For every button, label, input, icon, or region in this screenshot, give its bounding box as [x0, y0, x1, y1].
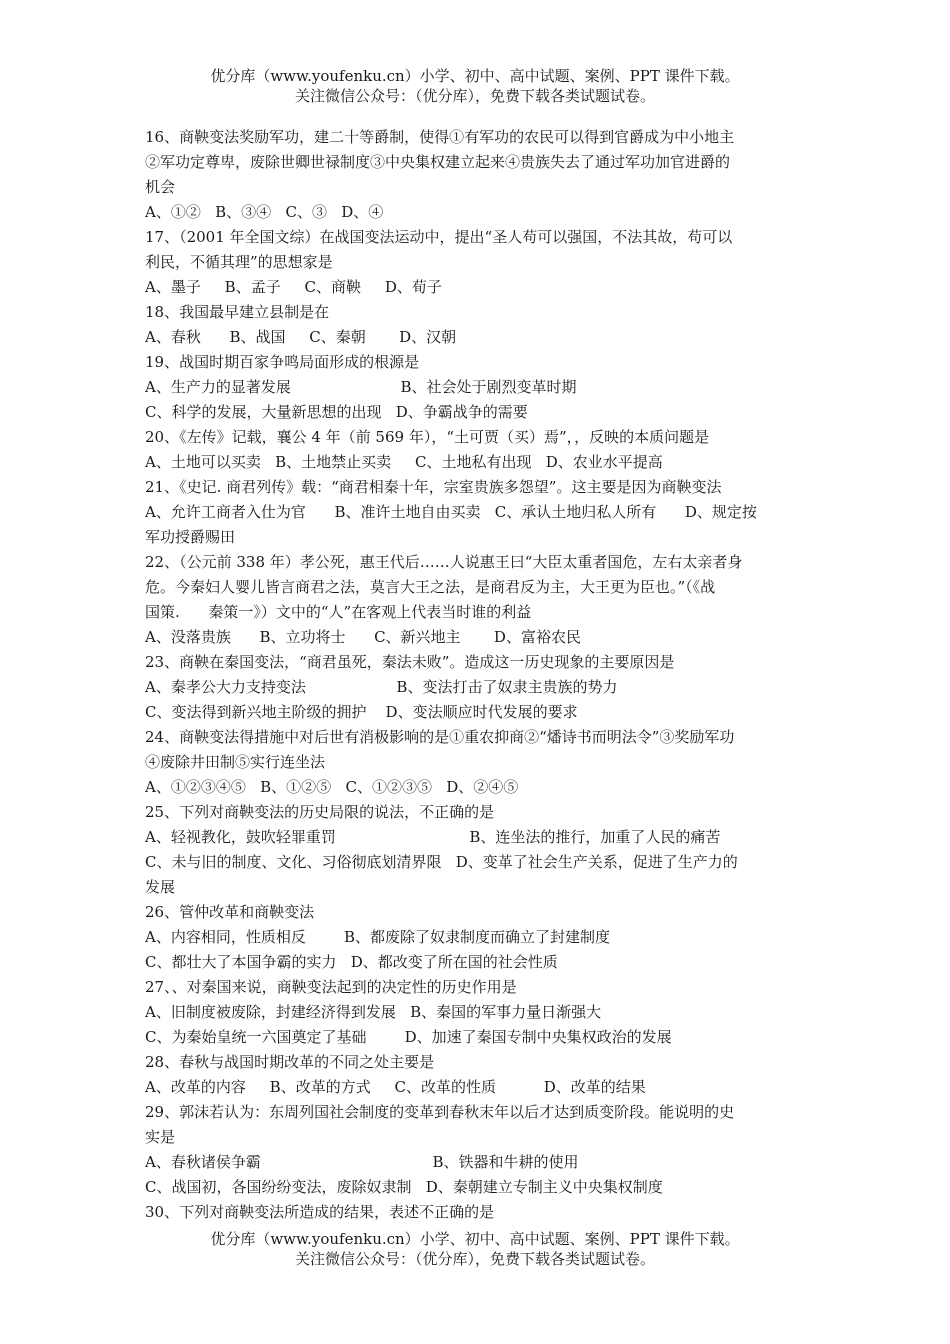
text-line: A、①②③④⑤ B、①②⑤ C、①②③⑤ D、②④⑤ [145, 778, 519, 796]
text-line: 17、（2001 年全国文综）在战国变法运动中，提出“圣人苟可以强国，不法其故，苟可以 [145, 228, 733, 246]
text-line: A、土地可以买卖 B、土地禁止买卖 C、土地私有出现 D、农业水平提高 [145, 453, 663, 471]
header-line-1: 优分库（www.youfenku.cn）小学、初中、高中试题、案例、PPT 课件下载。 [210, 67, 740, 85]
header-line-2: 关注微信公众号：（优分库），免费下载各类试题试卷。 [294, 87, 655, 105]
text-line: 23、商鞅在秦国变法，“商君虽死，秦法未败”。造成这一历史现象的主要原因是 [145, 653, 675, 671]
text-line: C、都壮大了本国争霸的实力 D、都改变了所在国的社会性质 [145, 953, 558, 971]
text-line: A、秦孝公大力支持变法 B、变法打击了奴隶主贵族的势力 [145, 678, 618, 696]
text-line: A、轻视教化，鼓吹轻罪重罚 B、连坐法的推行，加重了人民的痛苦 [145, 828, 721, 846]
text-line: 29、郭沫若认为：东周列国社会制度的变革到春秋末年以后才达到质变阶段。能说明的史 [145, 1103, 735, 1121]
text-line: A、没落贵族 B、立功将士 C、新兴地主 D、富裕农民 [145, 628, 581, 646]
text-line: A、允许工商者入仕为官 B、准许土地自由买卖 C、承认土地归私人所有 D、规定按 [145, 503, 757, 521]
text-line: 利民，不循其理”的思想家是 [145, 253, 333, 271]
footer-line-1: 优分库（www.youfenku.cn）小学、初中、高中试题、案例、PPT 课件下载。 [210, 1230, 740, 1248]
text-line: C、为秦始皇统一六国奠定了基础 D、加速了秦国专制中央集权政治的发展 [145, 1028, 672, 1046]
text-line: A、墨子 B、孟子 C、商鞅 D、荀子 [145, 278, 442, 296]
text-line: A、生产力的显著发展 B、社会处于剧烈变革时期 [145, 378, 577, 396]
text-line: C、科学的发展，大量新思想的出现 D、争霸战争的需要 [145, 403, 528, 421]
question-body [145, 125, 810, 1225]
text-line: A、春秋 B、战国 C、秦朝 D、汉朝 [145, 328, 457, 346]
text-line: 25、下列对商鞅变法的历史局限的说法，不正确的是 [145, 803, 495, 821]
text-line: ②军功定尊卑，废除世卿世禄制度③中央集权建立起来④贵族失去了通过军功加官进爵的 [145, 153, 731, 171]
text-line: A、①② B、③④ C、③ D、④ [145, 203, 384, 221]
text-line: C、变法得到新兴地主阶级的拥护 D、变法顺应时代发展的要求 [145, 703, 578, 721]
text-line: 24、商鞅变法得措施中对后世有消极影响的是①重农抑商②“燔诗书而明法令”③奖励军功 [145, 728, 735, 746]
text-line: 危。今秦妇人婴儿皆言商君之法，莫言大王之法，是商君反为主，大王更为臣也。”（《战 [145, 578, 716, 596]
text-line: 26、管仲改革和商鞅变法 [145, 903, 315, 921]
text-line: 27、、对秦国来说，商鞅变法起到的决定性的历史作用是 [145, 978, 517, 996]
text-line: 30、下列对商鞅变法所造成的结果，表述不正确的是 [145, 1203, 495, 1221]
text-line: 军功授爵赐田 [145, 528, 236, 546]
text-line: 21、《史记. 商君列传》载：“商君相秦十年，宗室贵族多怨望”。这主要是因为商鞅变法 [145, 478, 722, 496]
text-line: A、春秋诸侯争霸 B、铁器和牛耕的使用 [145, 1153, 579, 1171]
text-line: 国策. 秦策一》）文中的“人”在客观上代表当时谁的利益 [145, 603, 532, 621]
text-line: A、内容相同，性质相反 B、都废除了奴隶制度而确立了封建制度 [145, 928, 611, 946]
text-line: 19、战国时期百家争鸣局面形成的根源是 [145, 353, 420, 371]
text-line: 机会 [145, 178, 176, 196]
text-line: A、旧制度被废除，封建经济得到发展 B、秦国的军事力量日渐强大 [145, 1003, 602, 1021]
text-line: 实是 [145, 1128, 176, 1146]
text-line: A、改革的内容 B、改革的方式 C、改革的性质 D、改革的结果 [145, 1078, 646, 1096]
page-header [0, 66, 950, 106]
text-line: 发展 [145, 878, 176, 896]
text-line: 22、（公元前 338 年）孝公死，惠王代后……人说惠王曰“大臣太重者国危，左右太亲者身 [145, 553, 743, 571]
text-line: 28、春秋与战国时期改革的不同之处主要是 [145, 1053, 435, 1071]
page-footer [0, 1229, 950, 1269]
text-line: C、未与旧的制度、文化、习俗彻底划清界限 D、变革了社会生产关系，促进了生产力的 [145, 853, 738, 871]
text-line: C、战国初，各国纷纷变法，废除奴隶制 D、秦朝建立专制主义中央集权制度 [145, 1178, 663, 1196]
text-line: 20、《左传》记载，襄公 4 年（前 569 年），“土可贾（买）焉”，，反映的本质问题是 [145, 428, 710, 446]
footer-line-2: 关注微信公众号：（优分库），免费下载各类试题试卷。 [294, 1250, 655, 1268]
text-line: ④废除井田制⑤实行连坐法 [145, 753, 326, 771]
text-line: 18、我国最早建立县制是在 [145, 303, 330, 321]
text-line: 16、商鞅变法奖励军功，建二十等爵制，使得①有军功的农民可以得到官爵成为中小地主 [145, 128, 735, 146]
